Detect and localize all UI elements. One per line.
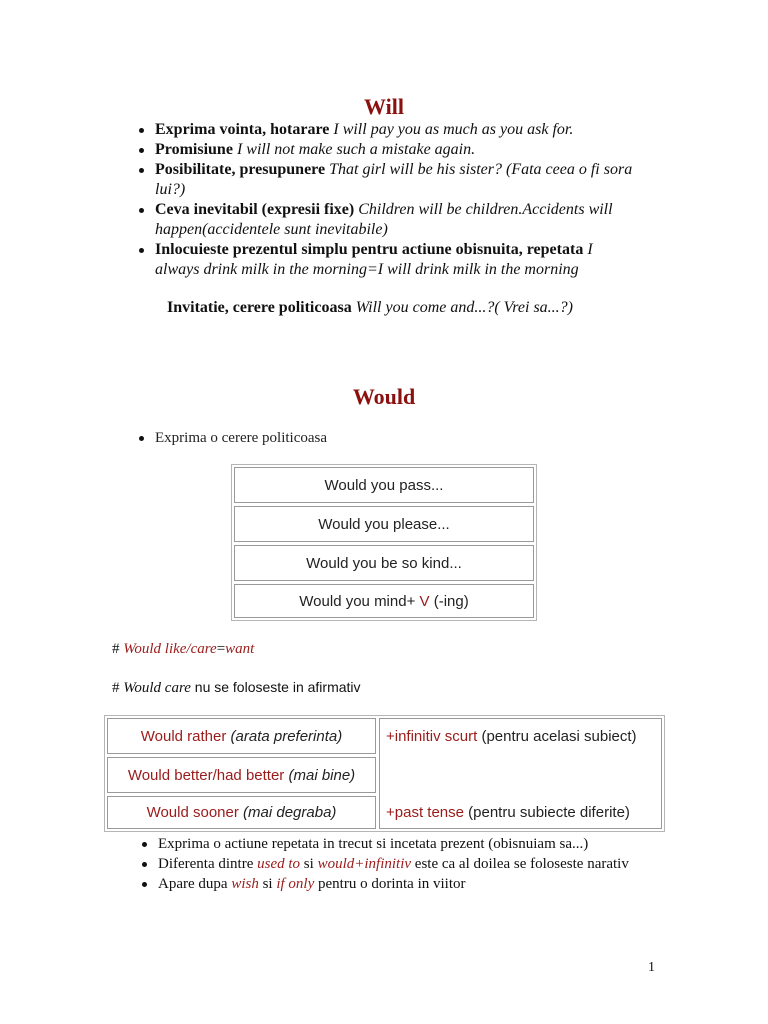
cell-text: Would you mind+ V (-ing) [299,592,469,610]
list-item [136,834,636,854]
would-list [133,428,633,448]
cell-text: Would you please... [318,515,450,533]
table-row [234,506,534,542]
would-title: Would [352,384,416,409]
item-example: That girl will be his sister? (Fata ceea o fi sora lui?) [155,161,633,198]
list-item [133,120,633,140]
item-label: Ceva inevitabil (expresii fixe) [155,201,355,218]
item-example: I will pay you as much as you ask for. [333,121,574,138]
invitation-line [167,299,573,317]
cell-text: Would you be so kind... [306,554,462,572]
item-label: Exprima vointa, hotarare [155,121,330,138]
item-example: I will not make such a mistake again. [236,141,476,158]
table-row [234,467,534,503]
invitation-label: Invitatie, cerere politicoasa [167,299,352,316]
cell-text: Would sooner (mai degraba) [146,804,337,821]
will-title: Will [364,94,404,119]
cell-text: Would better/had better (mai bine) [127,766,356,784]
will-list [133,120,633,280]
note-would-like: # Would like/care=want [112,641,255,657]
table-cell-right [379,718,662,829]
item-label: Inlocuieste prezentul simplu pentru actiune obisnuita, repetata [155,241,584,258]
list-item [133,160,633,200]
list-item [133,200,633,240]
table-row [107,718,376,754]
item-label: Posibilitate, presupunere [155,161,326,178]
right-top-text: +infinitiv scurt (pentru acelasi subiect) [386,728,637,745]
item-text: Exprima o actiune repetata in trecut si incetata prezent (obisnuiam sa...) [158,836,589,852]
note-would-care: # Would care nu se foloseste in afirmativ [112,679,361,696]
list-item [133,140,633,160]
table-row [107,757,376,793]
right-bottom-text: +past tense (pentru subiecte diferite) [386,804,630,821]
table-row [234,584,534,618]
list-item [136,874,636,894]
table-row [234,545,534,581]
table-row [107,796,376,829]
cell-text: Would rather (arata preferinta) [140,727,343,745]
invitation-example: Will you come and...?( Vrei sa...?) [355,299,573,316]
list-item [136,854,636,874]
item-example: Children will be children.Accidents will happen(accidentele sunt inevitabile) [155,201,613,238]
item-example: I always drink milk in the morning=I will drink milk in the morning [155,241,593,278]
page-number: 1 [648,960,655,975]
item-text: Apare dupa wish si if only pentru o dorinta in viitor [158,876,466,892]
cell-text: Would you pass... [324,476,444,494]
item-text: Exprima o cerere politicoasa [155,430,328,446]
would-bottom-list [136,834,636,894]
item-text: Diferenta dintre used to si would+infinitiv este ca al doilea se foloseste narativ [158,856,629,872]
item-label: Promisiune [155,141,233,158]
list-item [133,240,633,280]
list-item [133,428,633,448]
